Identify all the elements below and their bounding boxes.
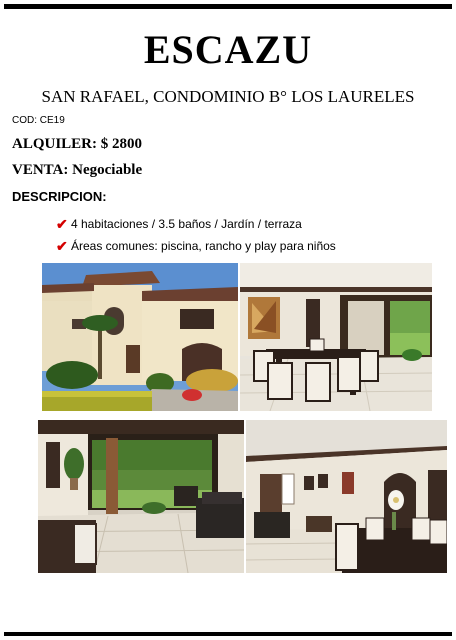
- location-subtitle: SAN RAFAEL, CONDOMINIO B° LOS LAURELES: [41, 87, 415, 106]
- list-item: [56, 213, 336, 235]
- photo-dining-room: [240, 263, 432, 411]
- photo-living-garden-view: [38, 420, 244, 573]
- rent-price: ALQUILER: $ 2800: [12, 136, 143, 152]
- checkmark-icon: ✔: [56, 238, 68, 254]
- description-heading: DESCRIPCION:: [12, 189, 107, 204]
- sale-price: VENTA: Negociable: [12, 162, 143, 178]
- checkmark-icon: ✔: [56, 216, 68, 232]
- photo-living-dining-room: [246, 420, 447, 573]
- page-title: ESCAZU: [143, 27, 313, 72]
- bottom-rule: [4, 632, 452, 636]
- top-rule: [4, 4, 452, 9]
- feature-text: Áreas comunes: piscina, rancho y play para niños: [71, 239, 336, 253]
- photo-house-exterior: [42, 263, 238, 411]
- feature-text: 4 habitaciones / 3.5 baños / Jardín / terraza: [71, 217, 302, 231]
- list-item: [56, 235, 336, 257]
- property-code: COD: CE19: [12, 115, 65, 126]
- feature-list: [56, 213, 336, 257]
